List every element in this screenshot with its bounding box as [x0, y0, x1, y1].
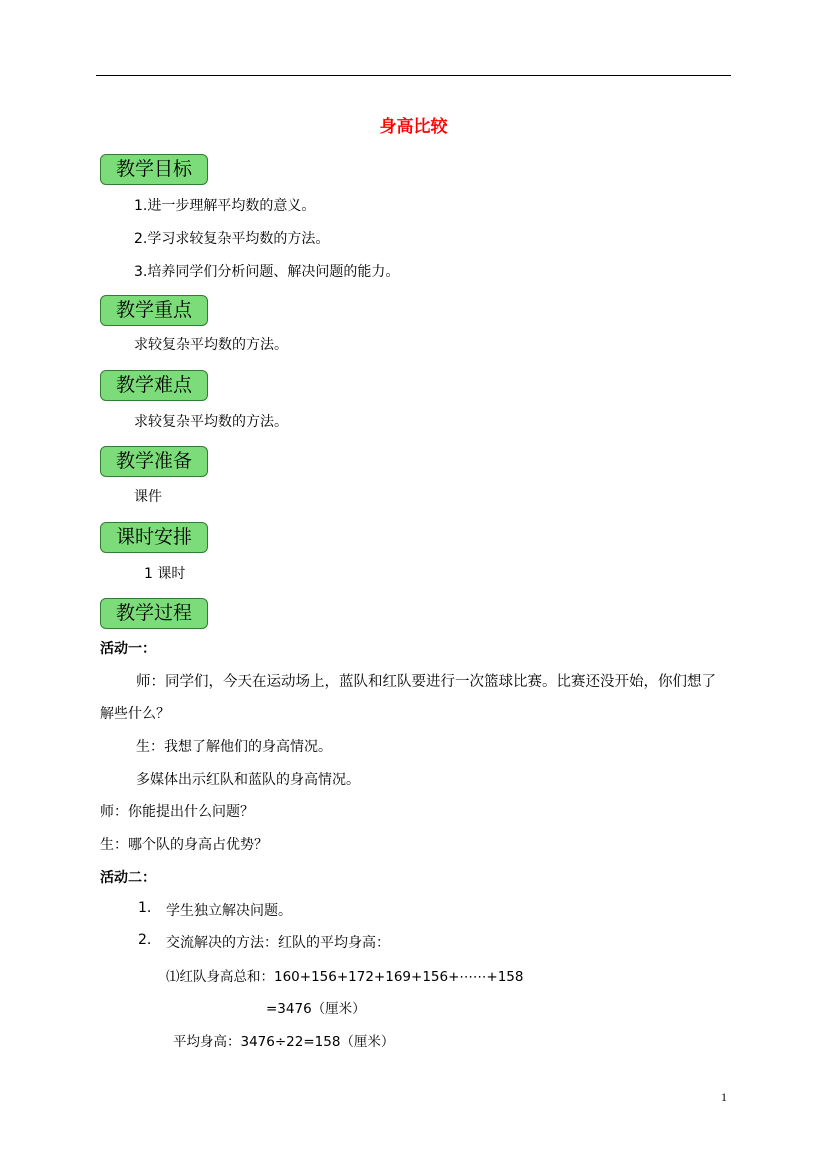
header-rule — [96, 75, 731, 76]
activity-1-label: 活动一： — [100, 641, 156, 657]
section-heading-difficulties: 教学难点 — [100, 370, 208, 401]
preparation-text: 课件 — [134, 489, 162, 505]
media-line: 多媒体出示红队和蓝队的身高情况。 — [136, 772, 360, 788]
schedule-text: 1 课时 — [144, 566, 186, 582]
step-2-number: 2. — [138, 932, 152, 948]
difficulties-text: 求较复杂平均数的方法。 — [134, 414, 288, 430]
section-heading-preparation: 教学准备 — [100, 446, 208, 477]
section-heading-schedule: 课时安排 — [100, 522, 208, 553]
goal-item-3: 3.培养同学们分析问题、解决问题的能力。 — [134, 264, 400, 280]
calc-line-1: ⑴红队身高总和：160+156+172+169+156+⋯⋯+158 — [166, 969, 524, 985]
step-1-number: 1. — [138, 900, 152, 916]
calc-line-2: =3476（厘米） — [266, 1001, 366, 1017]
teacher-line-2: 师：你能提出什么问题？ — [100, 804, 254, 820]
teacher-line-1: 师：同学们，今天在运动场上，蓝队和红队要进行一次篮球比赛。比赛还没开始，你们想了 — [136, 674, 716, 690]
page-number: 1 — [721, 1090, 727, 1104]
goal-item-1: 1.进一步理解平均数的意义。 — [134, 198, 316, 214]
step-1-text: 学生独立解决问题。 — [166, 903, 292, 919]
key-points-text: 求较复杂平均数的方法。 — [134, 337, 288, 353]
section-heading-key-points: 教学重点 — [100, 295, 208, 326]
section-heading-goals: 教学目标 — [100, 154, 208, 185]
student-line-2: 生：哪个队的身高占优势？ — [100, 837, 268, 853]
activity-2-label: 活动二： — [100, 870, 156, 886]
step-2-text: 交流解决的方法：红队的平均身高： — [166, 935, 390, 951]
section-heading-process: 教学过程 — [100, 598, 208, 629]
page-title: 身高比较 — [379, 117, 448, 137]
goal-item-2: 2.学习求较复杂平均数的方法。 — [134, 231, 330, 247]
teacher-line-1-cont: 解些什么？ — [100, 706, 170, 722]
student-line-1: 生：我想了解他们的身高情况。 — [136, 739, 332, 755]
calc-line-3: 平均身高：3476÷22=158（厘米） — [173, 1034, 395, 1050]
